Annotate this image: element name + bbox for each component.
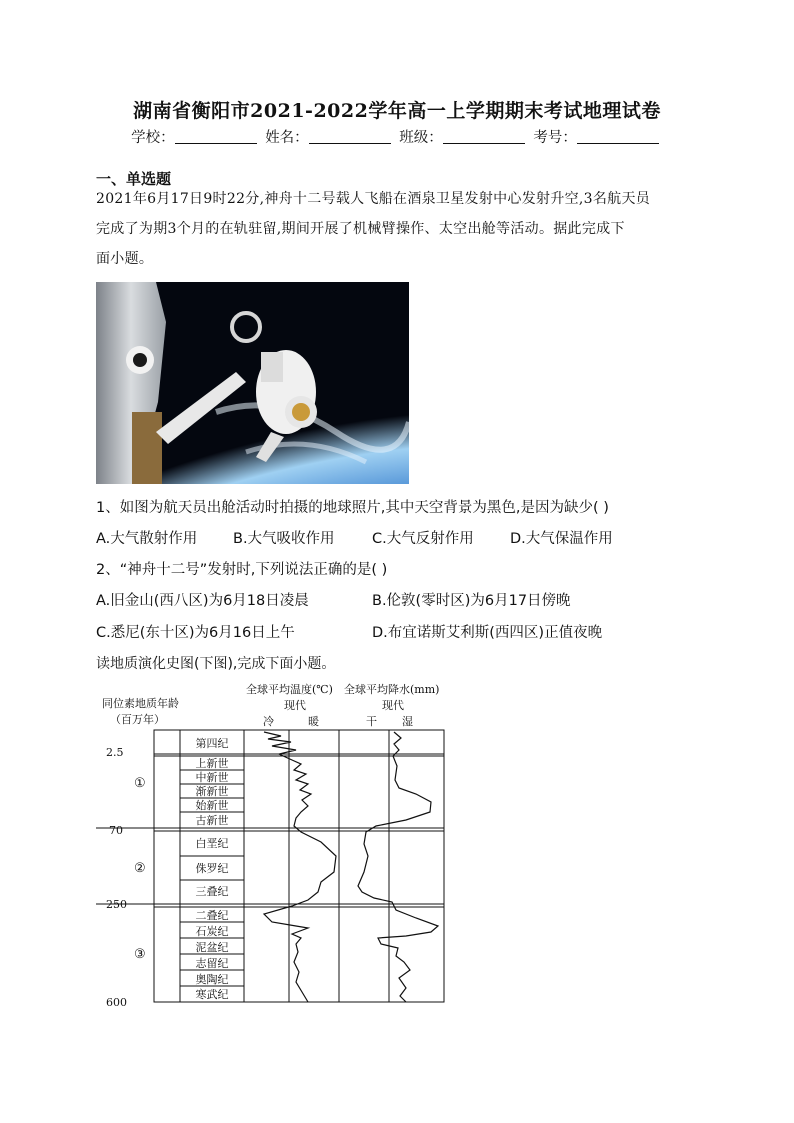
temperature-modern-label: 现代	[284, 699, 306, 712]
class-blank[interactable]	[443, 129, 525, 144]
precipitation-wet-label: 湿	[402, 715, 413, 728]
period-triassic: 三叠纪	[195, 885, 229, 898]
question-1-option-b[interactable]: B.大气吸收作用	[233, 531, 335, 547]
period-devonian: 泥盆纪	[195, 941, 229, 954]
precipitation-modern-label: 现代	[382, 699, 404, 712]
period-pliocene: 上新世	[195, 757, 229, 770]
period-cambrian: 寒武纪	[195, 988, 229, 1001]
student-info-fields	[0, 126, 794, 147]
era-label-1: ①	[134, 776, 146, 791]
precipitation-header: 全球平均降水(mm)	[344, 683, 440, 696]
passage-1-line-2: 完成了为期3个月的在轨驻留,期间开展了机械臂操作、太空出舱等活动。据此完成下	[96, 221, 625, 237]
question-1-stem: 1、如图为航天员出舱活动时拍摄的地球照片,其中天空背景为黑色,是因为缺少( )	[96, 500, 609, 516]
period-silurian: 志留纪	[195, 957, 229, 970]
class-label: 班级：	[399, 130, 443, 146]
question-1-option-a[interactable]: A.大气散射作用	[96, 531, 198, 547]
school-blank[interactable]	[175, 129, 257, 144]
period-ordovician: 奥陶纪	[195, 973, 229, 986]
period-miocene: 中新世	[195, 771, 229, 784]
temperature-cold-label: 冷	[263, 715, 274, 728]
precipitation-dry-label: 干	[366, 715, 377, 728]
passage-1-line-3: 面小题。	[96, 251, 154, 267]
question-2-option-c[interactable]: C.悉尼(东十区)为6月16日上午	[96, 625, 295, 641]
question-2-stem: 2、“神舟十二号”发射时,下列说法正确的是( )	[96, 562, 388, 578]
temperature-curve	[264, 732, 336, 1002]
age-header-line-2: （百万年）	[110, 713, 165, 726]
period-quaternary: 第四纪	[195, 737, 229, 750]
passage-2: 读地质演化史图(下图),完成下面小题。	[96, 656, 336, 672]
question-1-option-d[interactable]: D.大气保温作用	[510, 531, 613, 547]
name-label: 姓名：	[265, 130, 309, 146]
age-tick-600: 600	[106, 996, 127, 1009]
exam-number-label: 考号：	[533, 130, 577, 146]
era-label-2: ②	[134, 861, 146, 876]
period-paleocene: 古新世	[195, 814, 229, 827]
precipitation-curve	[358, 732, 438, 1002]
period-cretaceous: 白垩纪	[195, 837, 229, 850]
name-blank[interactable]	[309, 129, 391, 144]
era-label-3: ③	[134, 947, 146, 962]
period-eocene: 始新世	[195, 799, 229, 812]
age-tick-250: 250	[106, 898, 127, 911]
age-header-line-1: 同位素地质年龄	[102, 697, 179, 710]
passage-1-line-1: 2021年6月17日9时22分,神舟十二号载人飞船在酒泉卫星发射中心发射升空,3名航天员	[96, 191, 651, 207]
exam-number-blank[interactable]	[577, 129, 659, 144]
section-heading: 一、单选题	[96, 170, 172, 188]
page-title: 湖南省衡阳市2021-2022学年高一上学期期末考试地理试卷	[133, 100, 661, 122]
period-jurassic: 侏罗纪	[195, 862, 229, 875]
astronaut-earth-photo	[96, 282, 409, 484]
age-tick-70: 70	[109, 824, 123, 837]
question-2-option-a[interactable]: A.旧金山(西八区)为6月18日凌晨	[96, 593, 309, 609]
period-carboniferous: 石炭纪	[195, 925, 229, 938]
passage-1	[96, 184, 696, 274]
question-2-option-d[interactable]: D.布宜诺斯艾利斯(西四区)正值夜晚	[372, 625, 603, 641]
temperature-warm-label: 暖	[308, 715, 319, 728]
period-permian: 二叠纪	[195, 909, 229, 922]
period-oligocene: 渐新世	[195, 785, 229, 798]
geologic-history-chart	[96, 676, 456, 1011]
school-label: 学校：	[131, 130, 175, 146]
temperature-header: 全球平均温度(℃)	[246, 683, 333, 696]
question-1-option-c[interactable]: C.大气反射作用	[372, 531, 474, 547]
question-2-option-b[interactable]: B.伦敦(零时区)为6月17日傍晚	[372, 593, 571, 609]
age-tick-2-5: 2.5	[106, 746, 124, 759]
